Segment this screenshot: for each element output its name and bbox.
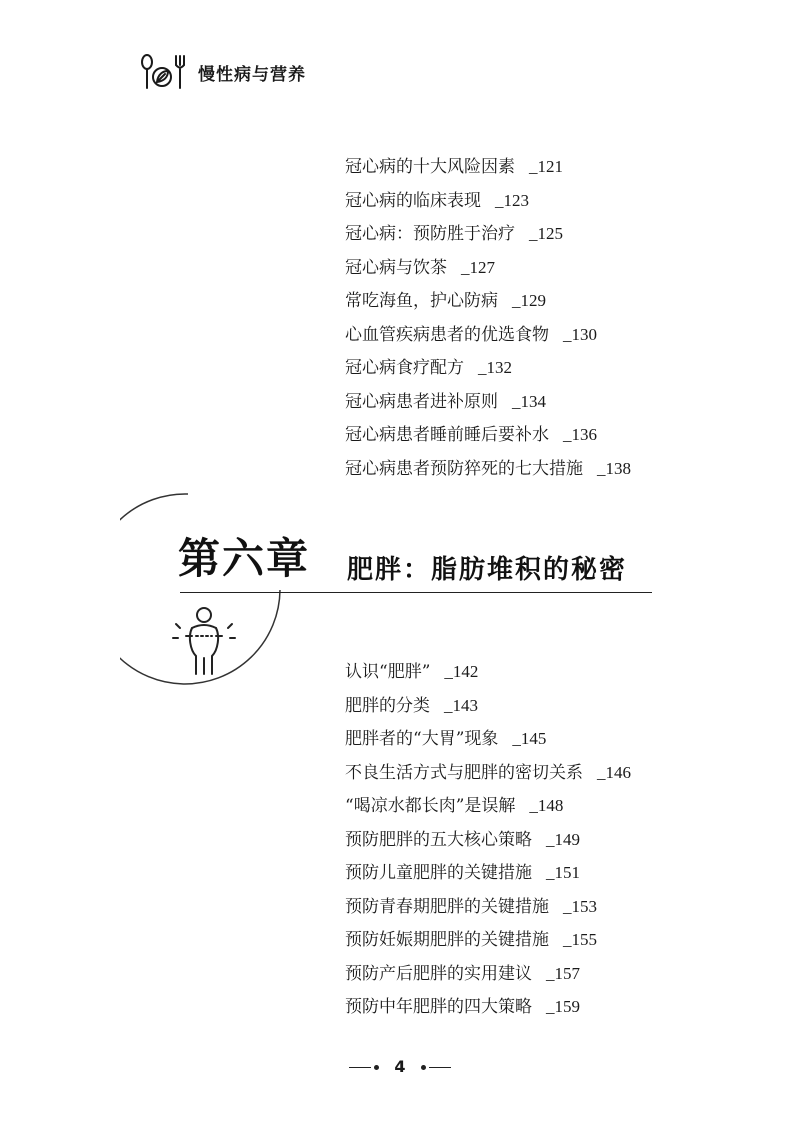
toc-entry[interactable] [345,957,631,991]
toc-entry-page: _157 [546,963,580,983]
toc-entry-title: 预防青春期肥胖的关键措施 [345,896,549,917]
obese-person-icon [173,608,235,674]
toc-entry-title: 冠心病的十大风险因素 [345,157,515,177]
toc-entry-page: _155 [563,930,597,949]
toc-entry-page: _129 [512,291,546,310]
toc-entry-title: 肥胖的分类 [345,695,430,716]
toc-list-section-2 [345,655,631,1024]
running-header [138,52,306,92]
toc-entry-title: 冠心病食疗配方 [345,358,464,378]
toc-entry-title: 预防肥胖的五大核心策略 [345,829,532,850]
toc-entry-title: 冠心病患者睡前睡后要补水 [345,425,549,445]
toc-entry-page: _153 [563,896,597,916]
toc-entry-title: 预防妊娠期肥胖的关键措施 [345,930,549,950]
toc-entry[interactable] [345,184,631,218]
chapter-arc [120,494,280,684]
toc-entry-title: 预防儿童肥胖的关键措施 [345,863,532,883]
toc-entry-title: “喝凉水都长肉”是误解 [345,796,516,816]
toc-entry-title: 预防产后肥胖的实用建议 [345,963,532,984]
toc-entry-page: _145 [512,729,547,748]
utensils-leaf-icon [138,52,190,92]
toc-entry-page: _136 [563,425,597,444]
toc-entry-page: _142 [444,662,479,681]
footer-dash-left [349,1067,371,1068]
footer-dot-left [374,1065,379,1070]
toc-entry-page: _127 [461,257,495,277]
toc-entry[interactable] [345,856,631,890]
toc-entry[interactable] [345,823,631,857]
toc-entry[interactable] [345,418,631,452]
toc-entry[interactable] [345,890,631,924]
toc-entry-title: 冠心病患者进补原则 [345,391,498,412]
toc-entry[interactable] [345,318,631,352]
toc-entry-title: 冠心病：预防胜于治疗 [345,224,515,244]
toc-entry[interactable] [345,655,631,689]
book-title: 慢性病与营养 [198,64,306,85]
toc-entry-page: _151 [546,863,580,882]
chapter-divider [180,592,652,593]
footer-dash-right [429,1067,451,1068]
toc-entry[interactable] [345,990,631,1024]
toc-entry[interactable] [345,251,631,285]
toc-entry-title: 心血管疾病患者的优选食物 [345,324,549,345]
chapter-title: 肥胖：脂肪堆积的秘密 [347,555,628,585]
toc-entry[interactable] [345,689,631,723]
toc-entry[interactable] [345,789,631,823]
toc-entry-title: 肥胖者的“大胃”现象 [345,729,499,749]
toc-entry[interactable] [345,722,631,756]
page-number: 4 [394,1057,406,1076]
toc-entry-page: _134 [512,391,546,411]
toc-entry-title: 常吃海鱼，护心防病 [345,291,498,311]
toc-entry-page: _121 [529,157,563,176]
toc-entry-page: _130 [563,324,597,344]
toc-list-section-1 [345,150,631,485]
toc-entry[interactable] [345,284,631,318]
toc-entry-title: 冠心病与饮茶 [345,257,447,278]
toc-entry-page: _138 [597,458,631,478]
toc-entry[interactable] [345,150,631,184]
toc-entry-title: 认识“肥胖” [345,662,431,682]
toc-entry-page: _159 [546,997,580,1016]
toc-entry-page: _146 [597,762,631,782]
toc-entry[interactable] [345,385,631,419]
toc-entry[interactable] [345,923,631,957]
toc-entry-page: _143 [444,695,478,715]
toc-entry[interactable] [345,756,631,790]
toc-entry[interactable] [345,351,631,385]
toc-entry-title: 冠心病的临床表现 [345,190,481,211]
toc-entry-title: 不良生活方式与肥胖的密切关系 [345,762,583,783]
toc-entry-title: 冠心病患者预防猝死的七大措施 [345,458,583,479]
toc-entry-page: _125 [529,224,563,243]
toc-entry[interactable] [345,217,631,251]
toc-entry-page: _132 [478,358,512,377]
toc-entry-page: _149 [546,829,580,849]
chapter-number: 第六章 [178,534,311,583]
toc-entry-page: _148 [529,796,564,815]
page-footer [0,1057,800,1076]
footer-dot-right [421,1065,426,1070]
toc-entry-page: _123 [495,190,529,210]
toc-entry-title: 预防中年肥胖的四大策略 [345,997,532,1017]
